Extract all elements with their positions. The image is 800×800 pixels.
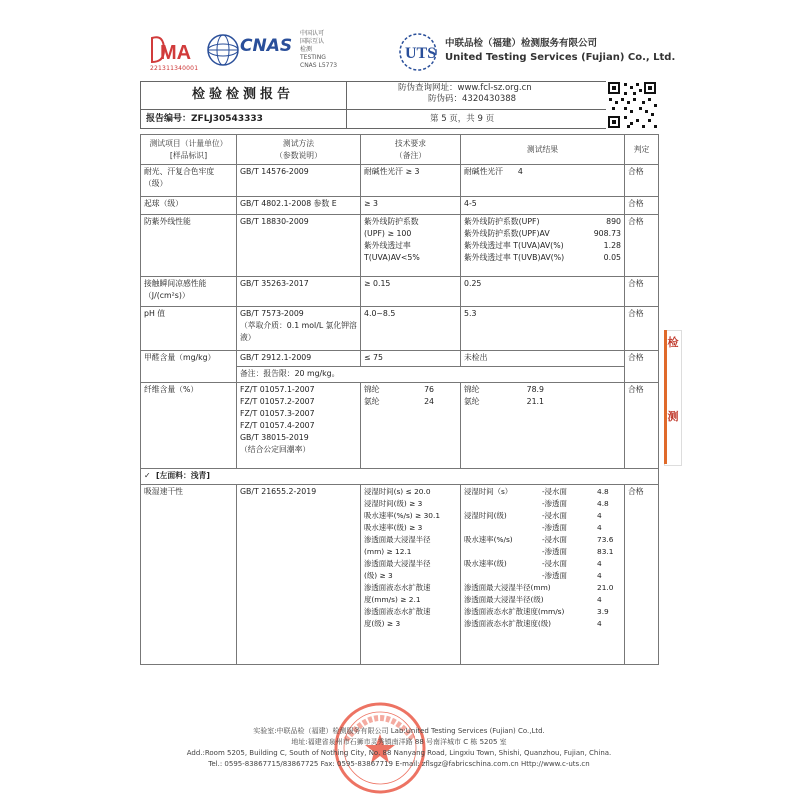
- company-name-en: United Testing Services (Fujian) Co., Ltd.: [445, 52, 676, 63]
- cnas-info: 中国认可 国际互认 检测 TESTING CNAS L5773: [300, 30, 338, 69]
- header-requirement: 技术要求 （备注）: [361, 135, 461, 165]
- report-number: 报告编号：ZFLJ30543333: [146, 114, 263, 124]
- side-tab: 检 测: [664, 330, 682, 466]
- table-row: 甲醛含量（mg/kg） GB/T 2912.1-2009 ≤ 75 未检出 合格: [141, 351, 659, 367]
- cnas-logo: CNAS: [240, 36, 293, 56]
- table-header: [141, 135, 659, 165]
- table-row: pH 值 GB/T 7573-2009 （萃取介质：0.1 mol/L 氯化钾溶液） 4.0~8.5 5.3 合格: [141, 307, 659, 351]
- header-verdict: 判定: [625, 135, 659, 165]
- header-item: 测试项目（计量单位） [样品标识]: [141, 135, 237, 165]
- company-name-cn: 中联品检（福建）检测服务有限公司: [445, 38, 598, 49]
- footer-contact: Tel.: 0595-83867715/83867725 Fax: 0595-83867719 E-mail: zflsgz@fabricschina.com.cn Http://www.c-uts.cn: [208, 760, 590, 768]
- check-icon: ✓: [144, 471, 151, 480]
- table-row: 吸湿速干性 GB/T 21655.2-2019 浸湿时间(s) ≤ 20.0 浸湿时间(级) ≥ 3 吸水速率(%/s) ≥ 30.1 吸水速率(级) ≥ 3 渗透面最大浸湿半径 (mm) ≥ 12.1 渗透面最大浸湿半径 (级) ≥ 3 渗透面液态水扩散速 度(mm/s) ≥ 2.1 渗透面液态水扩散速 度(级) ≥ 3 浸湿时间（s） -浸水面 4.8 -渗透面 4.8 浸湿时间(级) -浸水面 4 -渗透面 4 吸水速率(%/s) -浸水面 73.6 -渗透面 83.1 吸水速率(级) -浸水面 4 -渗透面 4 渗透面最大浸湿半径(mm) 21.0 渗透面最大浸湿半径(级) 4 渗透面液态水扩散速度(mm/s) 3.9 渗透面液态水扩散速度(级) 4 合格: [141, 485, 659, 665]
- verify-code: 4320430388: [462, 94, 517, 104]
- qr-code-icon: [606, 80, 658, 130]
- table-row: 纤维含量（%） FZ/T 01057.1-2007 FZ/T 01057.2-2007 FZ/T 01057.3-2007 FZ/T 01057.4-2007 GB/T 38015-2019 （结合公定回潮率） 锦纶 76 氨纶 24 锦纶 78.9 氨纶 21.1 合格: [141, 383, 659, 469]
- verify-site: www.fcl-sz.org.cn: [457, 83, 532, 93]
- section-row: [141, 469, 659, 485]
- cma-text: MA: [160, 42, 192, 64]
- ilac-mra-icon: [206, 33, 240, 67]
- page-info: 第 5 页，共 9 页: [430, 114, 495, 124]
- report-title: 检验检测报告: [191, 87, 294, 102]
- footer-lab: 实验室:中联品检（福建）检测服务有限公司 Lab:United Testing Services (Fujian) Co.,Ltd.: [253, 727, 545, 735]
- table-row: 耐光、汗复合色牢度（级） GB/T 14576-2009 耐碱性光汗 ≥ 3 耐碱性光汗 4 合格: [141, 165, 659, 197]
- header-method: 测试方法 （参数说明）: [237, 135, 361, 165]
- test-results-table: [140, 134, 659, 665]
- verification-info: 防伪查询网址：www.fcl-sz.org.cn 防伪码：4320430388: [398, 83, 532, 104]
- table-row: 起球（级） GB/T 4802.1-2008 参数 E ≥ 3 4-5 合格: [141, 197, 659, 215]
- footer-address-cn: 地址:福建省泉州市石狮市灵秀镇南洋路 88 号南洋城市 C 栋 5205 室: [291, 738, 507, 746]
- table-row: 防紫外线性能 GB/T 18830-2009 紫外线防护系数 (UPF) ≥ 100 紫外线透过率 T(UVA)AV<5% 紫外线防护系数(UPF) 890 紫外线防护系数(UPF)AV 908.73 紫外线透过率 T(UVA)AV(%) 1.28 紫外线透过率 T(UVB)AV(%) 0.05 合格: [141, 215, 659, 277]
- svg-text:UTS: UTS: [405, 45, 437, 62]
- footer-address-en: Add.:Room 5205, Building C, South of Nothing City, No. 88 Nanyang Road, Lingxiu Town, Shishi, Quanzhou, Fujian, China.: [186, 749, 612, 757]
- cma-number: 221311340001: [150, 65, 199, 72]
- table-row: 备注：报告限：20 mg/kg。: [141, 367, 659, 383]
- section-label: [左面料：浅青]: [155, 471, 210, 480]
- uts-logo: [397, 30, 439, 74]
- table-row: 接触瞬间凉感性能 （J/(cm²s)） GB/T 35263-2017 ≥ 0.15 0.25 合格: [141, 277, 659, 307]
- side-tab-bar: [664, 330, 667, 464]
- header-result: 测试结果: [461, 135, 625, 165]
